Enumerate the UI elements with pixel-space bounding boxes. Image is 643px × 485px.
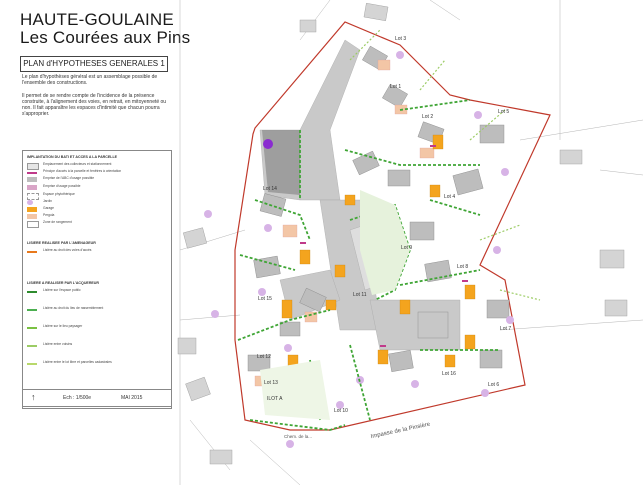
commune-title: HAUTE-GOULAINE — [20, 10, 174, 29]
lot-label: Lot 6 — [488, 382, 500, 388]
lot-label: Lot 15 — [258, 296, 272, 302]
lot-label: Lot 10 — [334, 408, 348, 414]
plan-title-box: PLAN d'HYPOTHESES GENERALES 1 — [20, 56, 168, 72]
lot-label: Lot 7 — [500, 326, 512, 332]
north-arrow-icon: ↑ — [31, 392, 36, 402]
lot-label: Lot 13 — [264, 380, 278, 386]
lot-label: Lot 3 — [395, 36, 407, 42]
intro-paragraph-1: Le plan d'hypothèses général est un assemblage possible de l'ensemble des constructions. — [22, 74, 158, 86]
project-title: Les Courées aux Pins — [20, 28, 191, 47]
lot-label: Lot 16 — [442, 371, 456, 377]
lot-label: Lot 9 — [401, 245, 413, 251]
cadastral-lines — [180, 0, 643, 485]
lot-label: Lot 5 — [498, 109, 510, 115]
road-name: Impasse de la Pinsière — [370, 421, 431, 441]
lot-label: Lot 4 — [444, 194, 456, 200]
lot-label: Lot 1 — [390, 84, 402, 90]
path-name: Chem. de la... — [284, 434, 313, 439]
legend-section-heading: LISIERE A REALISER PAR L'ACQUEREUR — [27, 281, 100, 285]
date-label: MAI 2015 — [121, 395, 143, 401]
intro-paragraph-2: Il permet de se rendre compte de l'incidence de la présence construite, à l'alignement des voies, en retrait, en mitoyenneté ou non. Il fait apparaître les espaces d'intimité que chacun pourra s'approprier. — [22, 93, 167, 117]
lot-label: Lot 14 — [263, 186, 277, 192]
lot-label: Lot 12 — [257, 354, 271, 360]
lot-label: Lot 8 — [457, 264, 469, 270]
lot-label: Lot 11 — [353, 292, 367, 298]
scale-label: Ech : 1/500e — [63, 395, 92, 401]
legend-section-heading: IMPLANTATION DU BATI ET ACCES A LA PARCELLE — [27, 155, 118, 159]
lot-label: Lot 2 — [422, 114, 434, 120]
legend-panel: IMPLANTATION DU BATI ET ACCES A LA PARCELLE Emplacement des collecteurs et stationnement Principe d'accès à la parcelle et fenêtres à orientation Emprise de l'ABC d'usage possible Emprise d'usage possible Espace phytothérique Jardin Garage Pergola Zone de rangement LISIERE REALISEE PAR L'AMENAGEUR Lisière au droit des voies d'accès LISIERE A REALISER PAR L'ACQUEREUR Lisière sur l'espace public Lisière au droit du lieu de rassemblement Lisière sur le lieu paysager Lisière entre voisins Lisière entre le lot libre et parcelles cadastrales — [22, 150, 172, 407]
ilot-a-area — [260, 360, 330, 420]
legend-section-heading: LISIERE REALISEE PAR L'AMENAGEUR — [27, 241, 96, 245]
lot-label: ILOT A — [267, 396, 283, 402]
